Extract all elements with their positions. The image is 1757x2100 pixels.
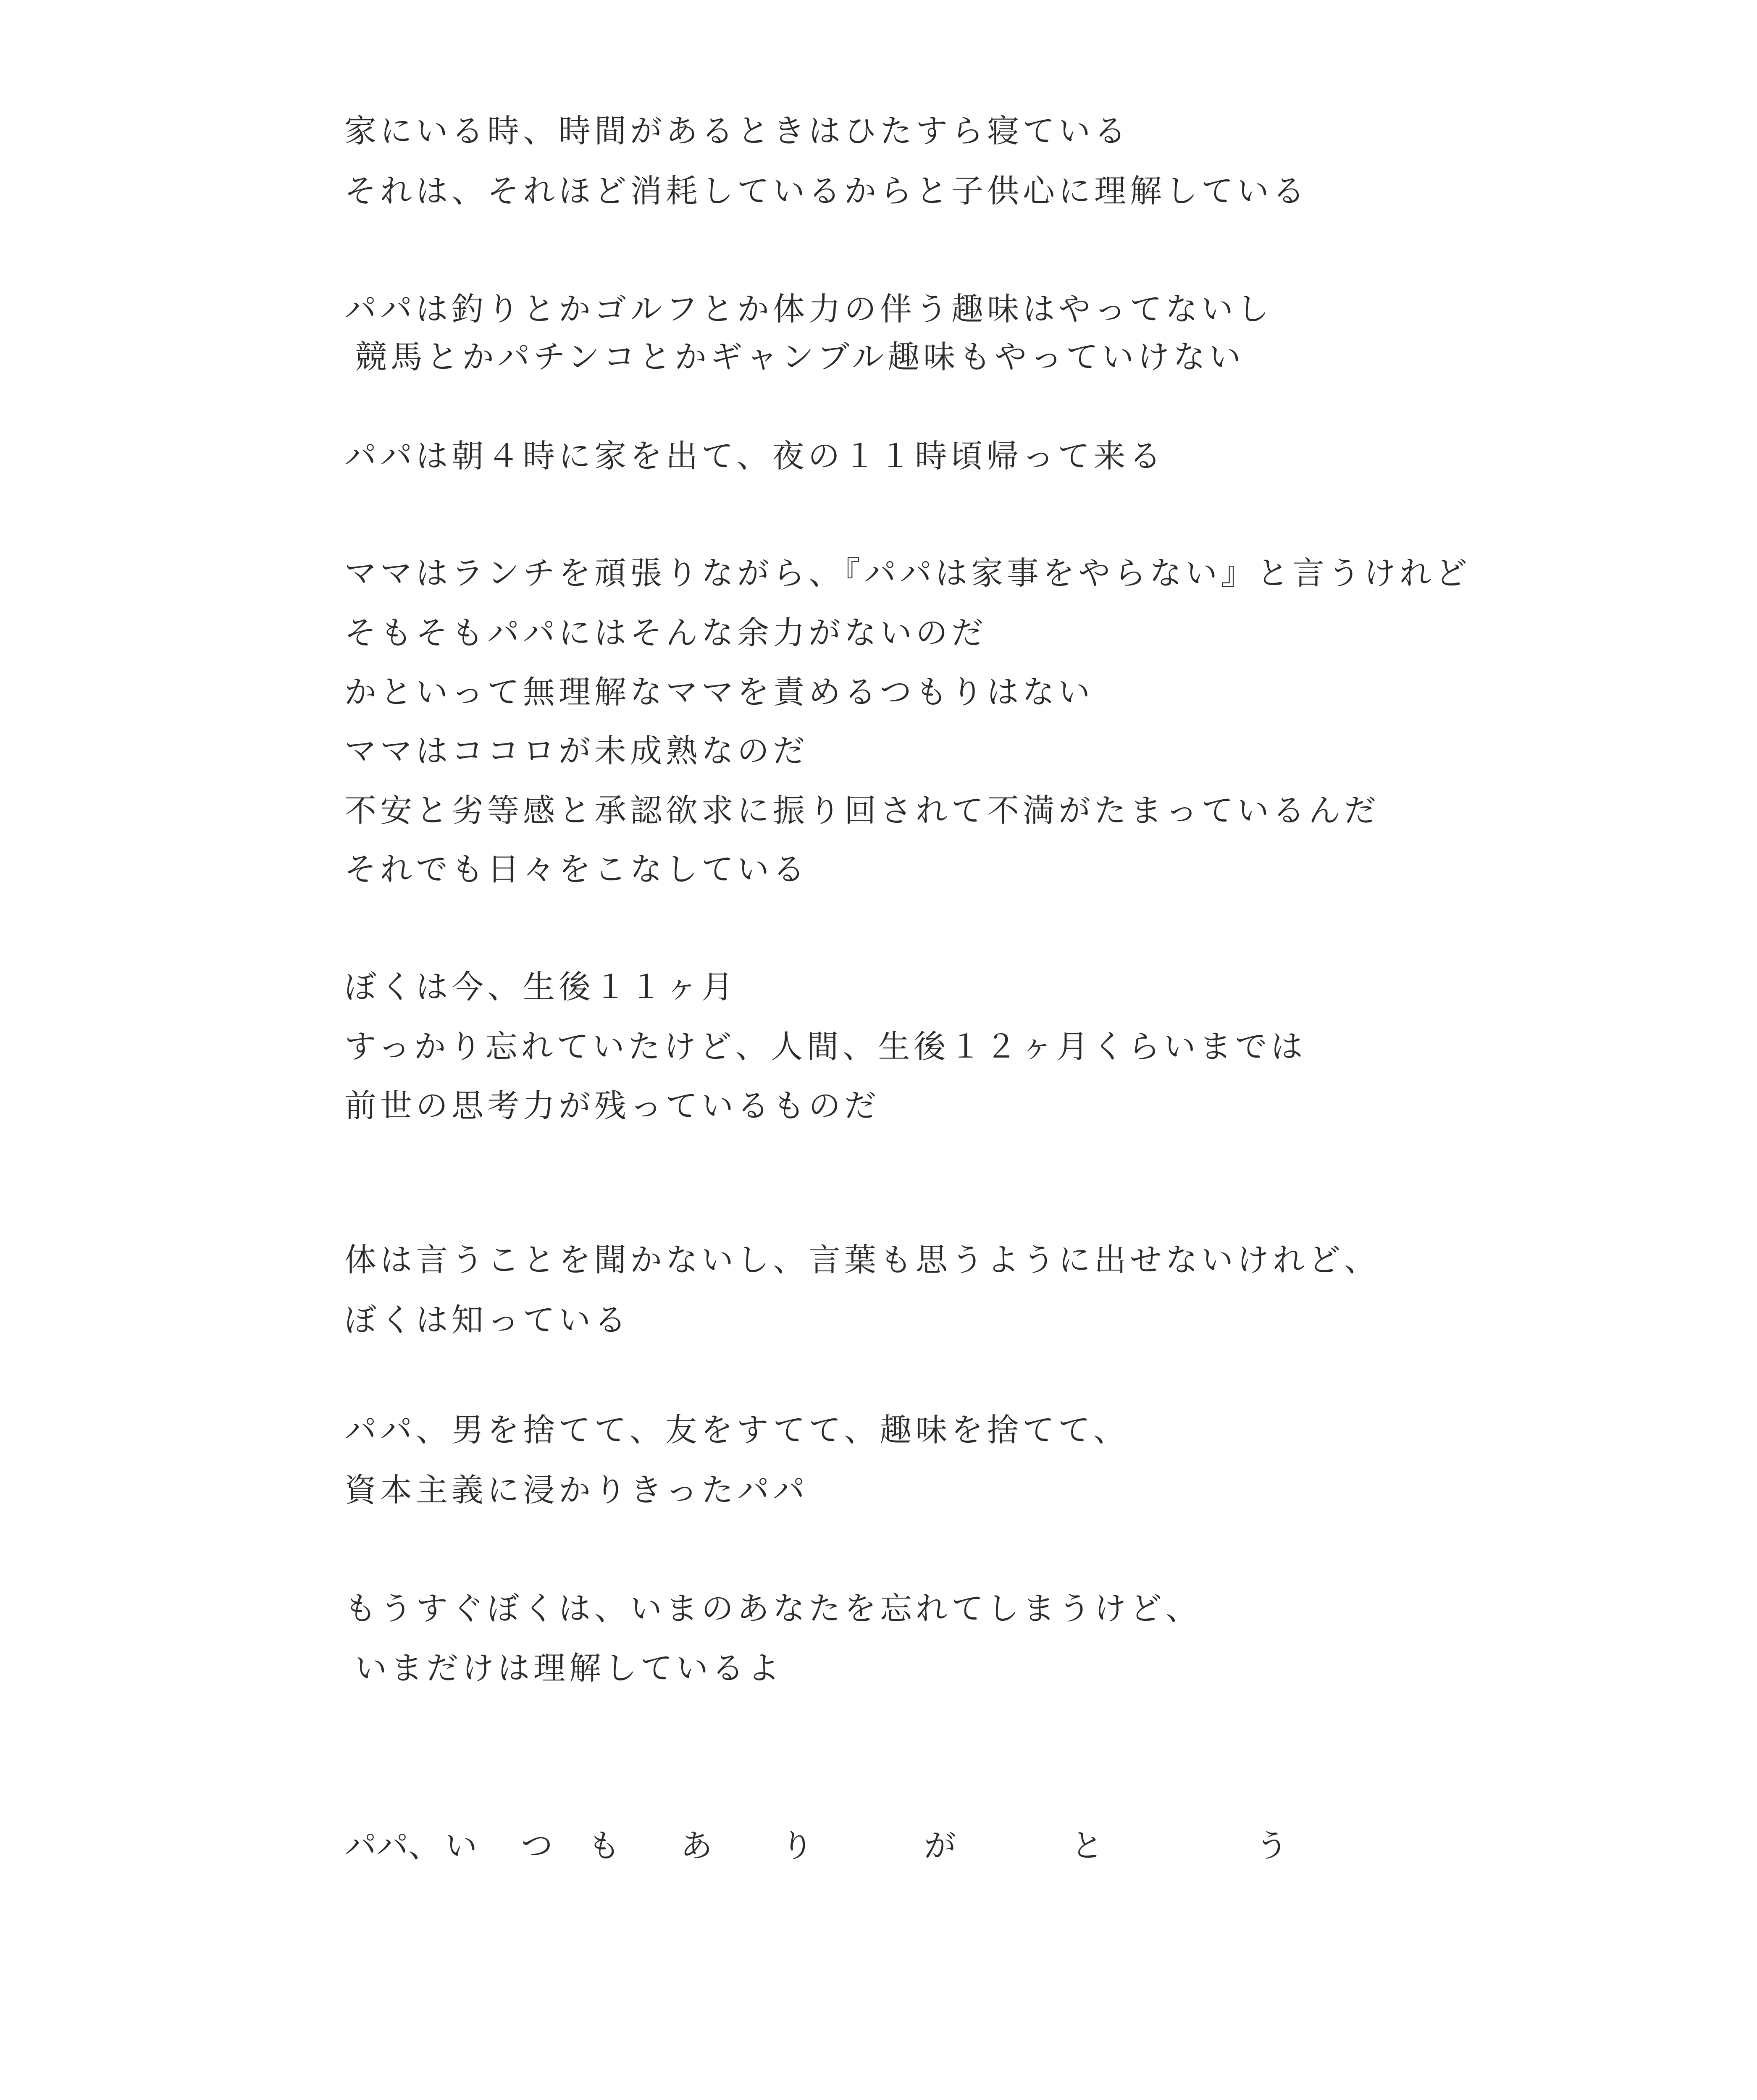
text-line: ぼくは今、生後１１ヶ月 [344,968,737,1005]
text-line: 体は言うことを聞かないし、言葉も思うように出せないけれど、 [344,1241,1380,1278]
text-line: いまだけは理解しているよ [355,1649,783,1687]
closing-char: り [781,1827,813,1864]
text-line: それは、それほど消耗しているからと子供心に理解している [344,172,1308,210]
text-line: そもそもパパにはそんな余力がないのだ [344,614,987,651]
closing-char: パパ、 [344,1827,440,1864]
text-line: 前世の思考力が残っているものだ [344,1087,880,1124]
closing-char: う [1256,1827,1288,1864]
text-line: パパは朝４時に家を出て、夜の１１時頃帰って来る [344,437,1165,475]
text-line: パパ、男を捨てて、友をすてて、趣味を捨てて、 [344,1411,1129,1449]
text-line: ぼくは知っている [344,1301,630,1339]
text-line: 競馬とかパチンコとかギャンブル趣味もやっていけない [355,338,1245,375]
text-line: もうすぐぼくは、いまのあなたを忘れてしまうけど、 [344,1590,1201,1627]
text-line: 家にいる時、時間があるときはひたすら寝ている [344,112,1130,150]
text-line: ママはココロが未成熟なのだ [344,732,809,769]
text-line: ママはランチを頑張りながら、『パパは家事をやらない』と言うけれど [344,554,1471,592]
closing-char: つ [521,1827,553,1864]
closing-char: い [445,1827,477,1864]
closing-line [344,1825,1288,1867]
text-line: すっかり忘れていたけど、人間、生後１２ヶ月くらいまでは [344,1028,1307,1065]
closing-char: あ [680,1827,712,1864]
closing-char: が [924,1827,956,1864]
text-line: パパは釣りとかゴルフとか体力の伴う趣味はやってないし [344,290,1273,328]
closing-char: と [1071,1827,1103,1864]
text-line: それでも日々をこなしている [344,850,809,888]
text-line: かといって無理解なママを責めるつもりはない [344,673,1094,711]
text-line: 資本主義に浸かりきったパパ [344,1471,809,1509]
text-line: 不安と劣等感と承認欲求に振り回されて不満がたまっているんだ [344,792,1380,829]
closing-char: も [588,1827,620,1864]
